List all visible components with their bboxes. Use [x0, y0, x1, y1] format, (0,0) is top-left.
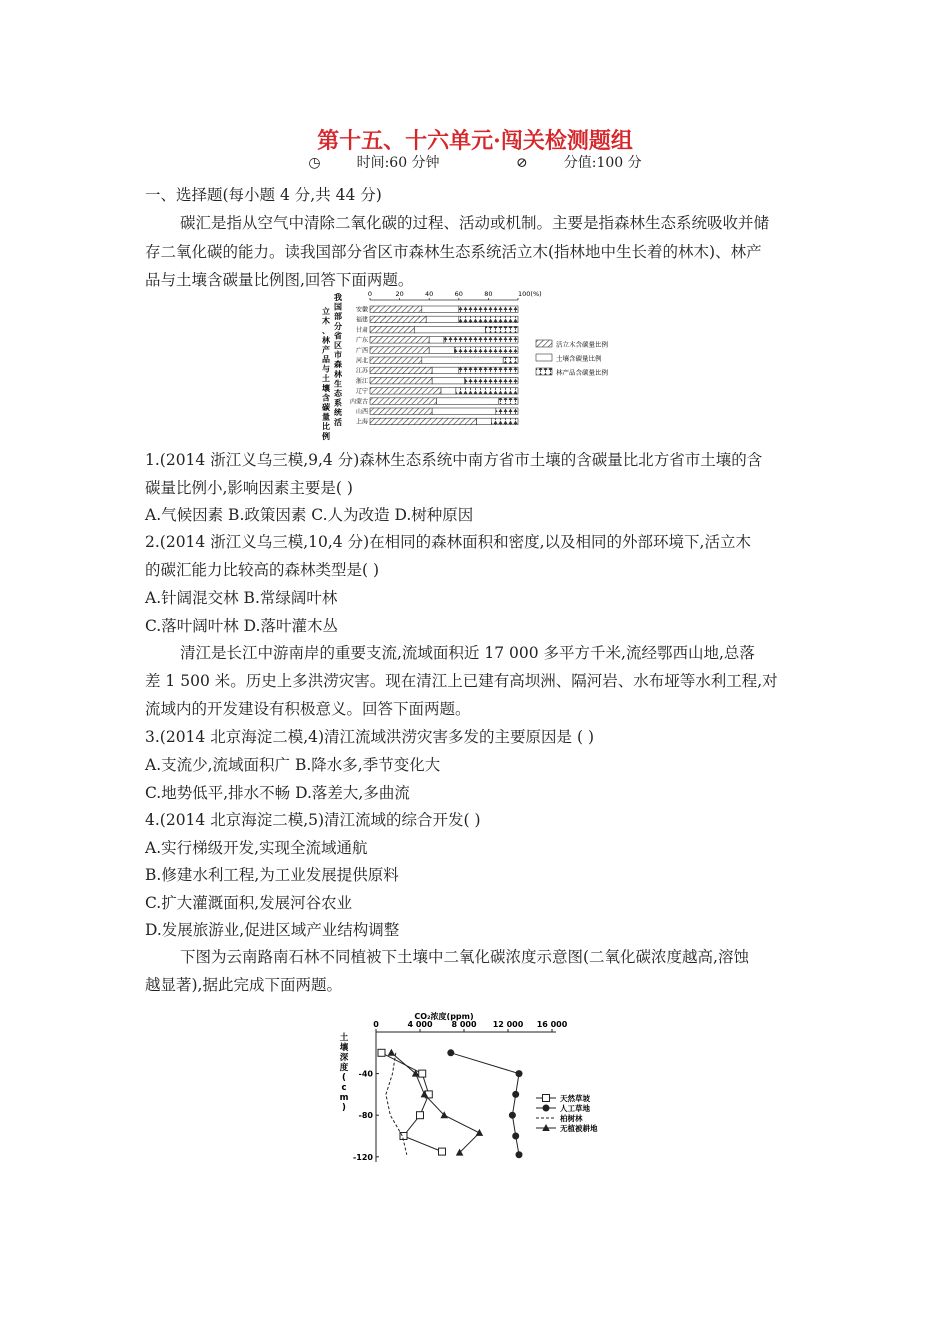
chart1-category-label: 江苏: [355, 367, 368, 375]
question-4-option: A.实行梯级开发,实现全流域通航: [145, 839, 368, 857]
chart2-y-title-char: ): [342, 1103, 346, 1113]
chart1-bar-segment: [491, 418, 518, 425]
chart2-point-square: [378, 1049, 385, 1056]
score-info: [498, 155, 660, 171]
chart1-category-label: 安徽: [355, 306, 368, 314]
chart1-tick-label: 60: [454, 290, 463, 298]
chart1-title-char: 统: [334, 408, 342, 418]
chart2-point-circle: [512, 1133, 519, 1140]
chart1-bar-segment: [370, 316, 426, 323]
chart1-bar-segment: [370, 337, 429, 344]
chart1-bar-segment: [485, 326, 518, 333]
chart1-category-label: 辽宁: [355, 388, 368, 396]
chart1-legend-swatch: [536, 368, 552, 375]
question-4: 4.(2014 北京海淀二模,5)清江流域的综合开发( ): [145, 811, 481, 829]
chart1-title-char: 国: [334, 302, 342, 312]
chart1-legend-label: 土壤含碳量比例: [556, 354, 602, 363]
chart1-bar-segment: [429, 337, 444, 344]
chart1-bars: [350, 306, 518, 426]
chart1-category-label: 甘肃: [355, 326, 368, 334]
chart1-bar-segment: [496, 408, 518, 415]
chart1-tick-label: 100(%): [518, 290, 542, 298]
chart1-title-char: 立: [322, 307, 330, 316]
chart2-x-tick-label: 12 000: [492, 1020, 524, 1029]
chart1-bar-segment: [437, 398, 499, 405]
chart1-bar-segment: [477, 418, 492, 425]
question-2-cont: 的碳汇能力比较高的森林类型是( ): [145, 561, 380, 579]
intro3-line: 下图为云南路南石林不同植被下土壤中二氧化碳浓度示意图(二氧化碳浓度越高,溶蚀: [180, 948, 749, 966]
question-3: 3.(2014 北京海淀二模,4)清江流域洪涝灾害多发的主要原因是 ( ): [145, 728, 594, 746]
intro2-line: 清江是长江中游南岸的重要支流,流域面积近 17 000 多平方千米,流经鄂西山地,总落: [180, 644, 755, 662]
chart1-title-char: 比: [322, 422, 330, 432]
chart1-category-label: 河北: [355, 357, 368, 365]
chart1-title-char: 与: [322, 364, 330, 374]
chart1-bar-segment: [370, 347, 429, 354]
chart1-bar-segment: [370, 388, 441, 395]
chart1-title-char: 省: [334, 331, 342, 341]
chart1-bar-segment: [465, 377, 518, 384]
chart2-legend-label: 天然草坡: [560, 1094, 590, 1103]
chart2-y-title-char: c: [341, 1083, 347, 1093]
chart1-bar-segment: [459, 316, 518, 323]
chart1-title-char: 含: [322, 393, 330, 403]
question-1-options: A.气候因素 B.政策因素 C.人为改造 D.树种原因: [145, 506, 474, 524]
chart2-point-square: [417, 1112, 424, 1119]
chart1-bar-segment: [370, 408, 432, 415]
exam-meta: [0, 152, 950, 172]
chart2-series-line: [386, 1053, 407, 1155]
chart1-bar-segment: [432, 367, 459, 374]
chart1-title-char: 系: [334, 398, 342, 408]
intro2-line: 差 1 500 米。历史上多洪涝灾害。现在清江上已建有高坝洲、隔河岩、水布垭等水利工程,对: [145, 672, 778, 690]
question-1: 1.(2014 浙江义乌三模,9,4 分)森林生态系统中南方省市土壤的含碳量比北方省市土壤的含: [145, 451, 763, 469]
intro1-line: 品与土壤含碳量比例图,回答下面两题。: [145, 271, 414, 289]
chart2-legend-label: 柏树林: [560, 1114, 583, 1123]
chart1-title-char: 壤: [322, 383, 330, 393]
chart2-y-title-char: m: [339, 1093, 349, 1103]
chart1-title-char: 林: [322, 335, 330, 345]
chart1-bar-segment: [414, 326, 485, 333]
chart2-point-circle: [509, 1112, 516, 1119]
chart1-bar-segment: [422, 306, 459, 313]
chart1-bar-segment: [370, 367, 432, 374]
chart1-tick-label: 20: [395, 290, 404, 298]
check-icon: ⊘: [516, 155, 528, 171]
page-title: 第十五、十六单元·闯关检测题组: [317, 128, 633, 154]
chart1-title-char: 态: [334, 389, 342, 398]
carbon-ratio-chart: [318, 288, 638, 441]
chart1-title-char: 分: [334, 321, 342, 331]
question-4-option: B.修建水利工程,为工业发展提供原料: [145, 866, 399, 884]
chart1-legend-label: 活立木含碳量比例: [556, 340, 608, 349]
section-heading: 一、选择题(每小题 4 分,共 44 分): [145, 186, 382, 204]
chart2-y-title-char: 土: [339, 1033, 349, 1043]
chart2-y-title-char: 度: [339, 1063, 349, 1073]
chart2-point-circle: [516, 1151, 523, 1158]
question-3-options: A.支流少,流域面积广 B.降水多,季节变化大: [145, 756, 441, 774]
chart1-bar-segment: [370, 398, 437, 405]
chart1-bar-segment: [444, 337, 518, 344]
chart1-bar-segment: [432, 408, 496, 415]
chart1-tick-label: 0: [367, 290, 373, 298]
chart2-x-tick-label: 16 000: [536, 1020, 568, 1029]
chart1-title-char: 市: [334, 350, 342, 360]
chart1-bar-segment: [422, 357, 503, 364]
chart1-title-char: 林: [334, 369, 342, 379]
chart2-point-triangle: [476, 1129, 484, 1136]
chart2-y-title-char: (: [342, 1073, 346, 1083]
chart2-point-triangle: [388, 1049, 396, 1056]
chart1-legend-swatch: [536, 354, 552, 361]
chart1-bar-segment: [429, 347, 454, 354]
chart2-legend-label: 人工草地: [560, 1104, 590, 1113]
chart1-title-char: 我: [334, 293, 342, 302]
chart2-point-square: [439, 1148, 446, 1155]
time-text: 时间:60 分钟: [356, 155, 440, 171]
score-text: 分值:100 分: [563, 155, 642, 171]
chart1-bar-segment: [370, 377, 432, 384]
chart2-y-tick-label: -80: [358, 1111, 373, 1121]
question-3-options: C.地势低平,排水不畅 D.落差大,多曲流: [145, 784, 410, 802]
chart1-bar-segment: [426, 316, 459, 323]
chart1-bar-segment: [370, 418, 477, 425]
question-4-option: C.扩大灌溉面积,发展河谷农业: [145, 894, 353, 912]
chart1-bar-segment: [499, 398, 518, 405]
chart1-legend-label: 林产品含碳量比例: [556, 368, 608, 377]
chart1-bar-segment: [456, 388, 518, 395]
chart1-tick-label: 80: [484, 290, 493, 298]
chart1-bar-segment: [459, 306, 518, 313]
chart1-title-char: 活: [334, 417, 342, 427]
chart1-title-char: 部: [334, 312, 342, 322]
chart1-title-char: 碳: [322, 403, 330, 412]
chart1-tick-label: 40: [425, 290, 434, 298]
chart1-category-label: 广西: [355, 347, 368, 355]
chart2-legend: [536, 1093, 598, 1133]
chart1-bar-segment: [503, 357, 518, 364]
chart1-bar-segment: [370, 306, 422, 313]
chart1-bar-segment: [432, 377, 465, 384]
clock-icon: ◷: [308, 155, 321, 171]
chart1-bar-segment: [441, 388, 456, 395]
chart1-title: [322, 292, 343, 441]
chart2-x-title: CO₂浓度(ppm): [414, 1012, 474, 1021]
chart1-x-axis: [368, 290, 542, 300]
question-2-options: C.落叶阔叶林 D.落叶灌木丛: [145, 617, 338, 635]
chart1-title-char: 土: [322, 374, 330, 384]
chart2-point-circle: [543, 1105, 550, 1112]
chart1-category-label: 广东: [355, 337, 368, 345]
question-4-option: D.发展旅游业,促进区域产业结构调整: [145, 921, 400, 939]
question-1-cont: 碳量比例小,影响因素主要是( ): [145, 479, 353, 497]
chart1-title-char: 木: [322, 316, 330, 326]
chart1-title-char: 产: [322, 345, 330, 355]
chart1-category-label: 内蒙古: [349, 398, 368, 406]
time-info: [290, 155, 457, 171]
chart1-bar-segment: [459, 367, 518, 374]
chart2-point-square: [419, 1070, 426, 1077]
co2-depth-chart: [330, 1010, 630, 1170]
chart2-series: [378, 1049, 523, 1158]
intro3-line: 越显著),据此完成下面两题。: [145, 976, 342, 994]
chart2-point-circle: [512, 1091, 519, 1098]
chart2-x-tick-label: 0: [373, 1020, 379, 1029]
chart2-legend-label: 无植被耕地: [560, 1124, 598, 1133]
chart1-title-char: 森: [334, 360, 342, 370]
chart2-series-line: [382, 1053, 443, 1152]
chart1-title-char: 量: [322, 412, 330, 422]
intro1-line: 存二氧化碳的能力。读我国部分省区市森林生态系统活立木(指林地中生长着的林木)、林产: [145, 243, 762, 261]
question-2: 2.(2014 浙江义乌三模,10,4 分)在相同的森林面积和密度,以及相同的外部环境下,活立木: [145, 533, 751, 551]
chart1-title-char: 品: [322, 355, 330, 364]
chart1-category-label: 山西: [355, 408, 368, 416]
chart2-y-tick-label: -40: [358, 1069, 373, 1079]
chart1-category-label: 上海: [355, 418, 368, 426]
chart1-category-label: 福建: [355, 316, 368, 324]
chart1-category-label: 浙江: [355, 377, 368, 385]
chart1-legend-swatch: [536, 340, 552, 347]
chart2-x-tick-label: 4 000: [407, 1020, 433, 1029]
chart2-y-title-char: 深: [339, 1053, 349, 1063]
intro2-line: 流域内的开发建设有积极意义。回答下面两题。: [145, 700, 471, 718]
chart1-bar-segment: [370, 326, 414, 333]
chart1-title-char: 例: [322, 431, 330, 441]
chart1-title-char: 生: [334, 379, 342, 389]
chart2-x-tick-label: 8 000: [451, 1020, 477, 1029]
chart1-title-char: 、: [322, 326, 330, 336]
intro1-line: 碳汇是指从空气中清除二氧化碳的过程、活动或机制。主要是指森林生态系统吸收并储: [180, 214, 770, 232]
chart1-bar-segment: [370, 357, 422, 364]
question-2-options: A.针阔混交林 B.常绿阔叶林: [145, 589, 338, 607]
chart1-legend: [536, 340, 609, 377]
chart1-bar-segment: [454, 347, 518, 354]
chart1-title-char: 区: [334, 341, 342, 350]
chart2-y-tick-label: -120: [352, 1152, 373, 1162]
chart2-point-circle: [447, 1049, 454, 1056]
chart2-series-line: [451, 1053, 519, 1155]
chart2-axes: [340, 1011, 568, 1162]
chart2-point-square: [543, 1095, 550, 1102]
chart2-y-title-char: 壤: [339, 1043, 349, 1053]
chart2-point-circle: [516, 1070, 523, 1077]
